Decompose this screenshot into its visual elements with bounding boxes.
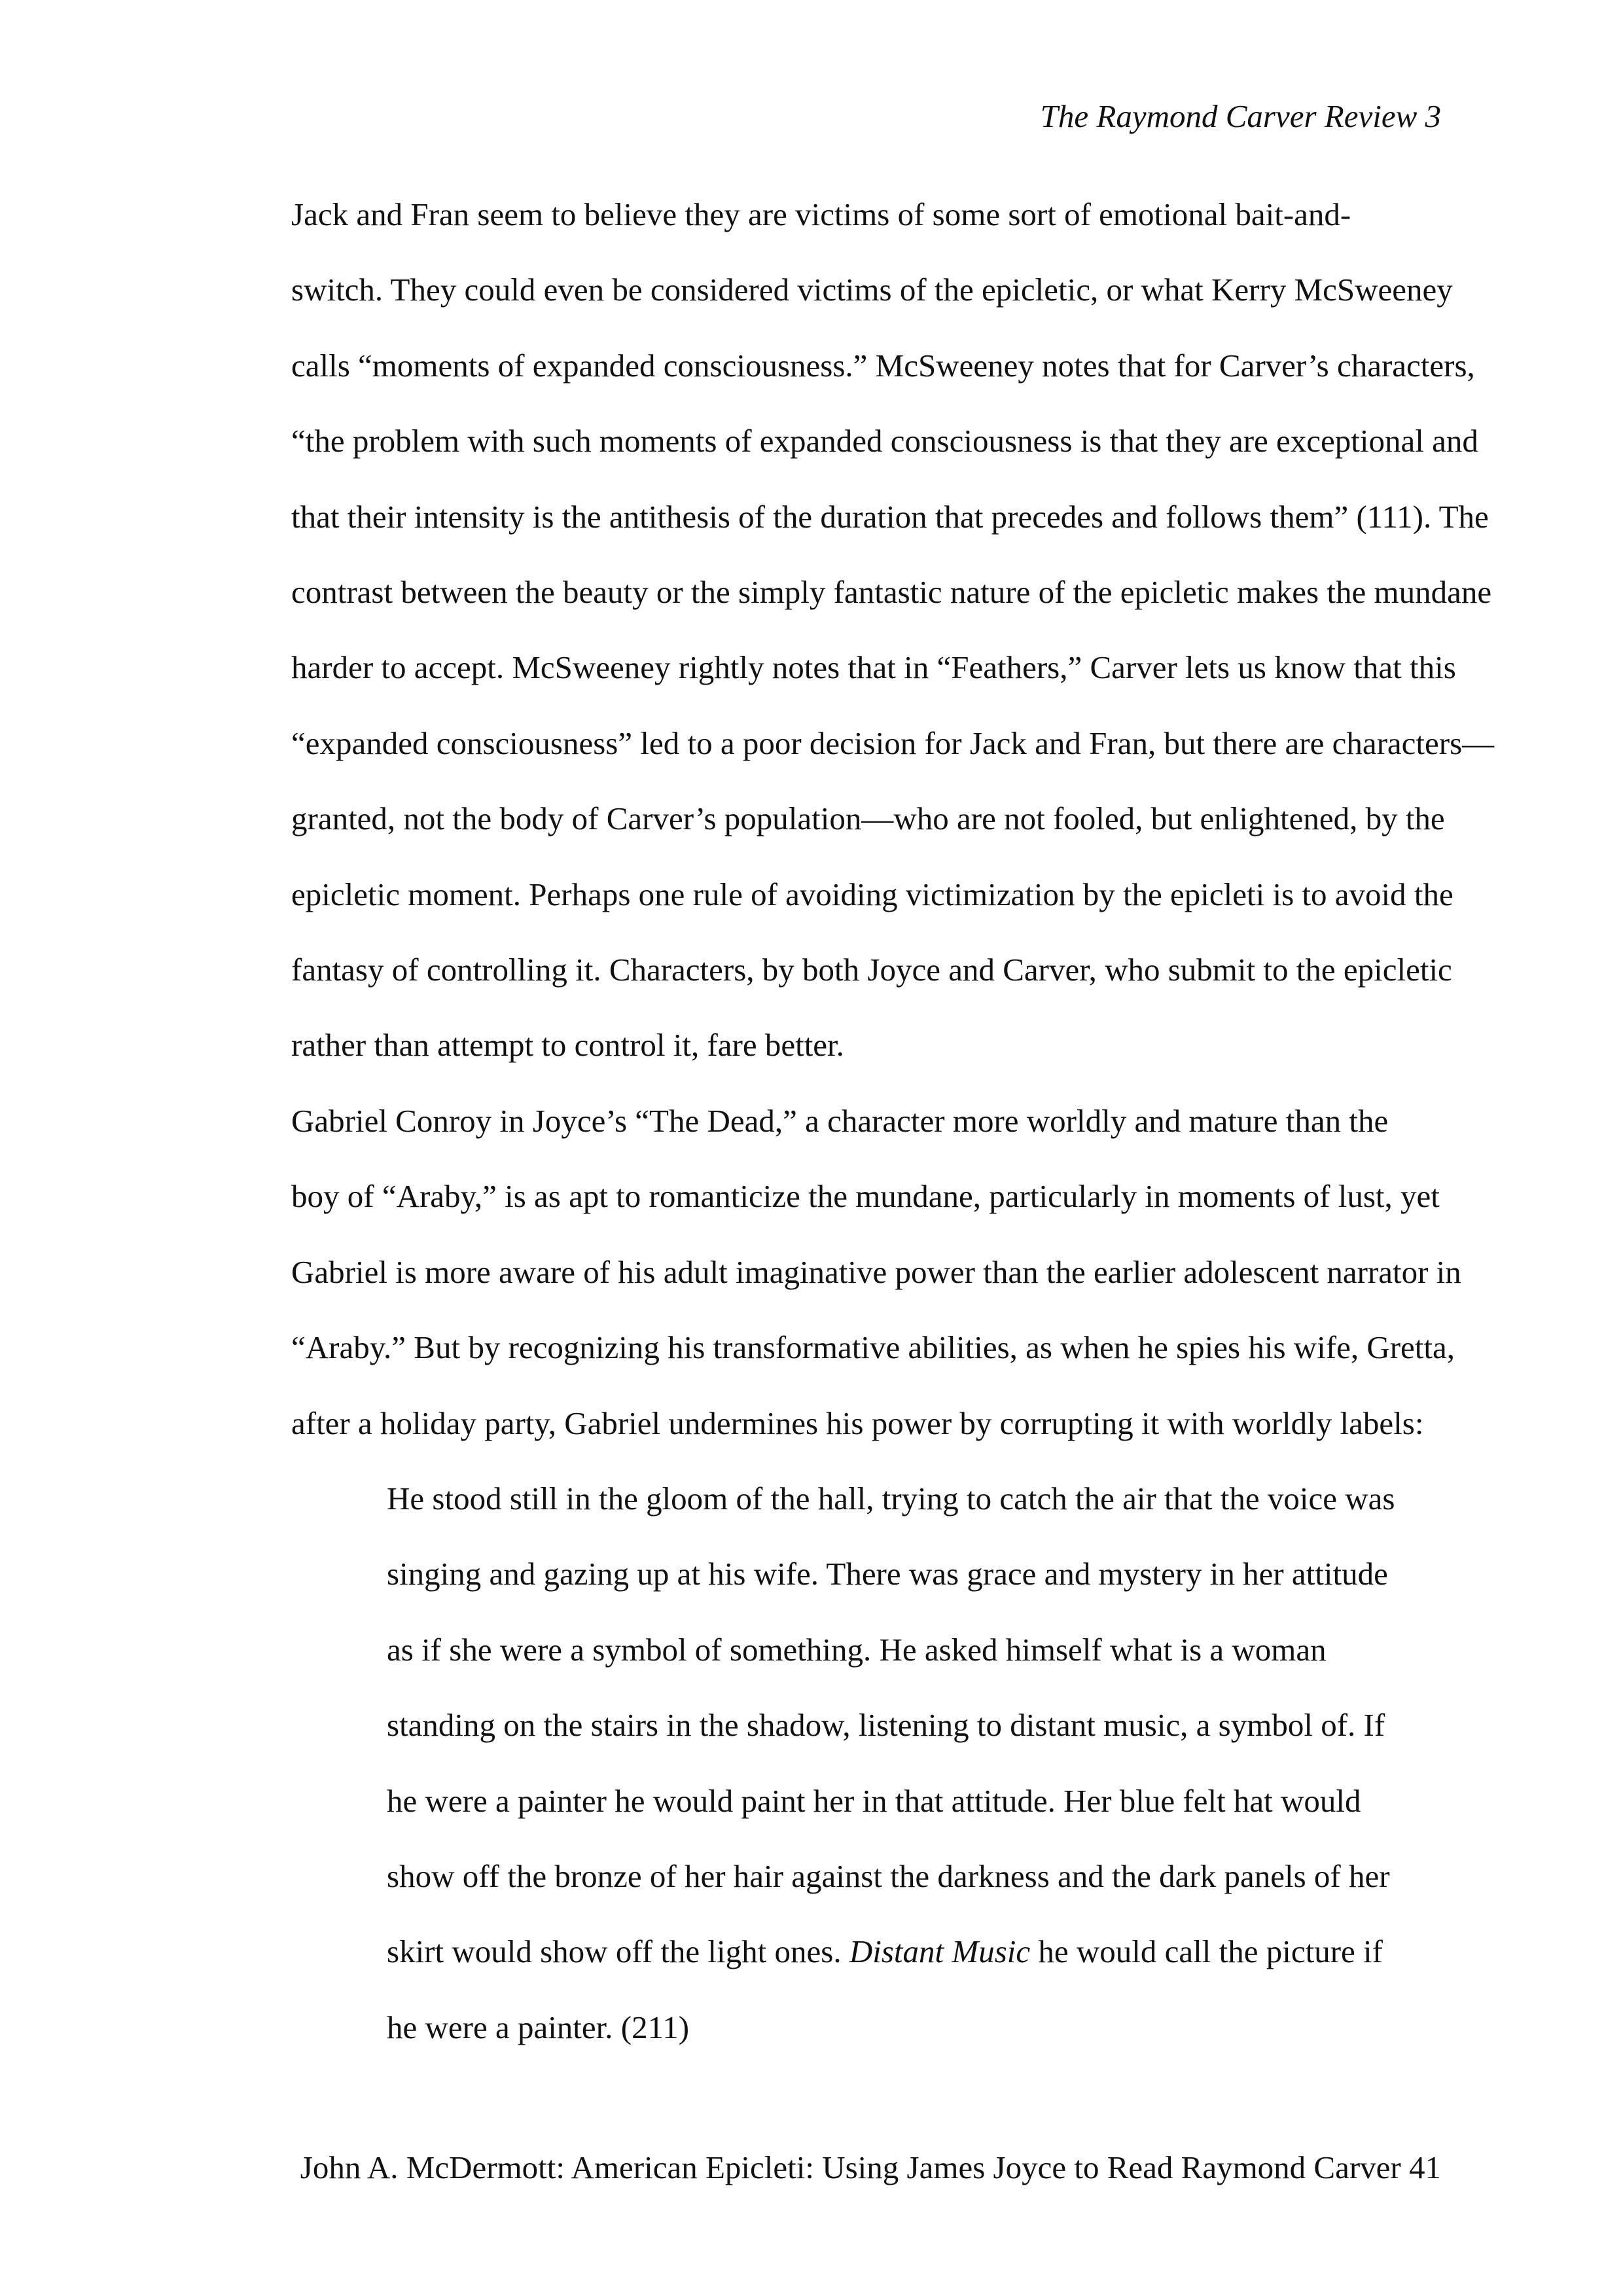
text-line: boy of “Araby,” is as apt to romanticize the mundane, particularly in moments of lust, yet [291, 1178, 1440, 1215]
page-footer: John A. McDermott: American Epicleti: Using James Joyce to Read Raymond Carver 41 [300, 2149, 1441, 2185]
paragraph-1 [194, 177, 1495, 1083]
text-line: Jack and Fran seem to believe they are victims of some sort of emotional bait-and- [291, 196, 1351, 232]
quote-line: he were a painter he would paint her in that attitude. Her blue felt hat would [387, 1782, 1361, 1819]
running-header: The Raymond Carver Review 3 [1040, 98, 1441, 134]
quote-line: singing and gazing up at his wife. There was grace and mystery in her attitude [387, 1556, 1388, 1592]
text-line: “the problem with such moments of expanded consciousness is that they are exceptional and [291, 423, 1478, 459]
text-line: epicletic moment. Perhaps one rule of avoiding victimization by the epicleti is to avoid the [291, 876, 1454, 912]
quote-text: he would call the picture if [1030, 1933, 1383, 1970]
text-line: switch. They could even be considered victims of the epicletic, or what Kerry McSweeney [291, 272, 1453, 308]
text-line: harder to accept. McSweeney rightly notes that in “Feathers,” Carver lets us know that this [291, 649, 1456, 686]
article-body [194, 177, 1495, 2065]
text-line: calls “moments of expanded consciousness.” McSweeney notes that for Carver’s characters, [291, 347, 1475, 384]
italic-title: Distant Music [849, 1933, 1031, 1970]
quote-line: he were a painter. (211) [387, 2009, 690, 2045]
text-line: fantasy of controlling it. Characters, by both Joyce and Carver, who submit to the epicletic [291, 952, 1452, 988]
quote-line: He stood still in the gloom of the hall, trying to catch the air that the voice was [387, 1480, 1395, 1516]
quote-line [387, 1914, 1447, 1989]
block-quote [194, 1461, 1447, 2065]
quote-line: as if she were a symbol of something. He asked himself what is a woman [387, 1631, 1327, 1668]
text-line: Gabriel Conroy in Joyce’s “The Dead,” a character more worldly and mature than the [291, 1102, 1389, 1139]
quote-line: standing on the stairs in the shadow, listening to distant music, a symbol of. If [387, 1707, 1385, 1744]
quote-line: show off the bronze of her hair against the darkness and the dark panels of her [387, 1857, 1390, 1894]
text-line: “Araby.” But by recognizing his transformative abilities, as when he spies his wife, Gretta, [291, 1329, 1455, 1366]
text-line: after a holiday party, Gabriel undermines his power by corrupting it with worldly labels: [291, 1405, 1424, 1441]
paragraph-2 [194, 1083, 1461, 1461]
text-line: “expanded consciousness” led to a poor decision for Jack and Fran, but there are characters— [291, 725, 1495, 761]
text-line: granted, not the body of Carver’s population—who are not fooled, but enlightened, by the [291, 800, 1445, 837]
quote-text: skirt would show off the light ones. [387, 1933, 849, 1970]
text-line: Gabriel is more aware of his adult imaginative power than the earlier adolescent narrator in [291, 1253, 1461, 1290]
text-line: that their intensity is the antithesis of the duration that precedes and follows them” (111). The [291, 498, 1489, 535]
text-line: contrast between the beauty or the simply fantastic nature of the epicletic makes the mundane [291, 574, 1492, 611]
text-line: rather than attempt to control it, fare better. [291, 1027, 844, 1064]
